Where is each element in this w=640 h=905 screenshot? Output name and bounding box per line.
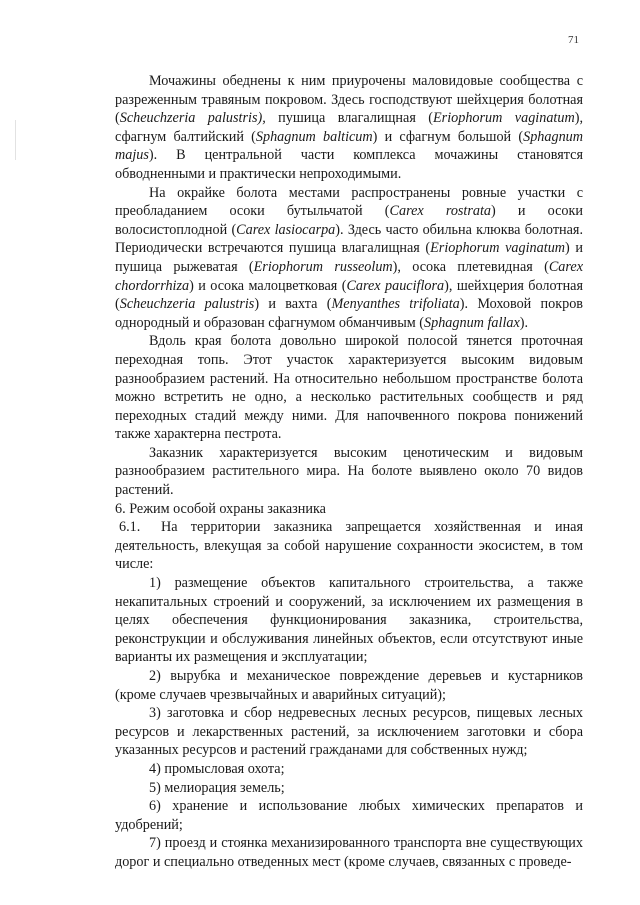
latin-species-name: Eriophorum russeolum xyxy=(253,258,393,275)
latin-species-name: Carex pauciflora xyxy=(346,277,445,294)
clause xyxy=(115,518,583,574)
list-item: 2) вырубка и механическое повреждение деревьев и кустарников (кроме случаев чрезвычайных и аварийных ситуаций); xyxy=(115,668,583,703)
latin-species-name: Sphagnum fallax xyxy=(424,314,520,331)
clause-number: 6.1. xyxy=(119,519,141,536)
text-run: ). В центральной части комплекса мочажины становятся обводненными и практически непроходимыми. xyxy=(115,147,583,182)
text-run: ) и сфагнум большой ( xyxy=(372,128,524,145)
latin-species-name: Scheuchzeria palustris), xyxy=(119,110,266,127)
clause-text: На территории заказника запрещается хозяйственная и иная деятельность, влекущая за собой нарушение сохранности экосистем, в том числе: xyxy=(115,519,583,573)
latin-species-name: Carex chordorrhiza xyxy=(115,258,583,294)
text-run: Мочажины обеднены к ним приурочены маловидовые сообщества с разреженным травяным покровом. Здесь господствуют шейхцерия болотная ( xyxy=(115,73,583,127)
text-run: ), осока плетевидная ( xyxy=(392,258,549,275)
latin-species-name: Sphagnum majus xyxy=(115,128,583,164)
scan-edge-mark xyxy=(15,120,16,160)
latin-species-name: Menyanthes trifoliata xyxy=(331,296,460,313)
text-run: ) и осоки волосистоплодной ( xyxy=(115,203,583,238)
page-number: 71 xyxy=(568,34,579,46)
list-item: 6) хранение и использование любых химических препаратов и удобрений; xyxy=(115,798,583,833)
latin-species-name: Scheuchzeria palustris xyxy=(119,296,255,313)
paragraph xyxy=(115,184,583,333)
latin-species-name: Eriophorum vaginatum xyxy=(430,240,566,257)
list-item: 4) промысловая охота; xyxy=(149,760,285,777)
latin-species-name: Sphagnum balticum xyxy=(255,128,373,145)
text-run: ), шейхцерия болотная ( xyxy=(115,277,583,313)
latin-species-name: Carex lasiocarpa xyxy=(236,221,336,238)
text-run: Вдоль края болота довольно широкой полосой тянется проточная переходная топь. Этот участок характеризуется высоким видовым разнообразием растений. На относительно небольшом пространстве болота можно встретить не одно, а несколько растительных сообществ и ряд переходных стадий между ними. Для напочвенного покрова понижений также характерна пестрота. xyxy=(115,333,583,443)
text-run: ). Моховой покров однородный и образован сфагнумом обманчивым ( xyxy=(115,296,584,331)
text-run: ). xyxy=(519,314,529,331)
text-run: ) и осока малоцветковая ( xyxy=(189,277,347,294)
paragraph xyxy=(115,332,583,444)
paragraph xyxy=(115,444,583,500)
text-run: ) и вахта ( xyxy=(254,296,332,313)
text-run: пушица влагалищная ( xyxy=(265,110,434,127)
list-item: 5) мелиорация земель; xyxy=(149,779,285,796)
text-run: ). Здесь часто обильна клюква болотная. Периодически встречаются пушица влагалищная ( xyxy=(115,221,583,257)
section-heading: 6. Режим особой охраны заказника xyxy=(115,500,326,517)
list-item: 1) размещение объектов капитального строительства, а также некапитальных строений и сооружений, за исключением их размещения в целях обеспечения функционирования заказника, строительства, реконструкции и обслуживания линейных объектов, если отсутствуют иные варианты их размещения и эксплуатации; xyxy=(115,575,583,666)
text-run: Заказник характеризуется высоким ценотическим и видовым разнообразием растительного мира. На болоте выявлено около 70 видов растений. xyxy=(115,444,583,499)
text-run: ) и пушица рыжеватая ( xyxy=(115,240,583,275)
text-run: На окрайке болота местами распространены ровные участки с преобладанием осоки бутыльчатой ( xyxy=(115,184,583,220)
latin-species-name: Eriophorum vaginatum xyxy=(433,110,575,127)
list-item: 3) заготовка и сбор недревесных лесных ресурсов, пищевых лесных ресурсов и лекарственных растений, за исключением заготовки и сбора указанных ресурсов и растений гражданами для собственных нужд; xyxy=(115,705,583,759)
paragraph xyxy=(115,72,583,184)
page-body xyxy=(115,72,583,872)
text-run: ), сфагнум балтийский ( xyxy=(115,110,583,145)
list-item: 7) проезд и стоянка механизированного транспорта вне существующих дорог и специально отведенных мест (кроме случаев, связанных с проведе- xyxy=(115,835,583,870)
latin-species-name: Carex rostrata xyxy=(389,203,492,220)
